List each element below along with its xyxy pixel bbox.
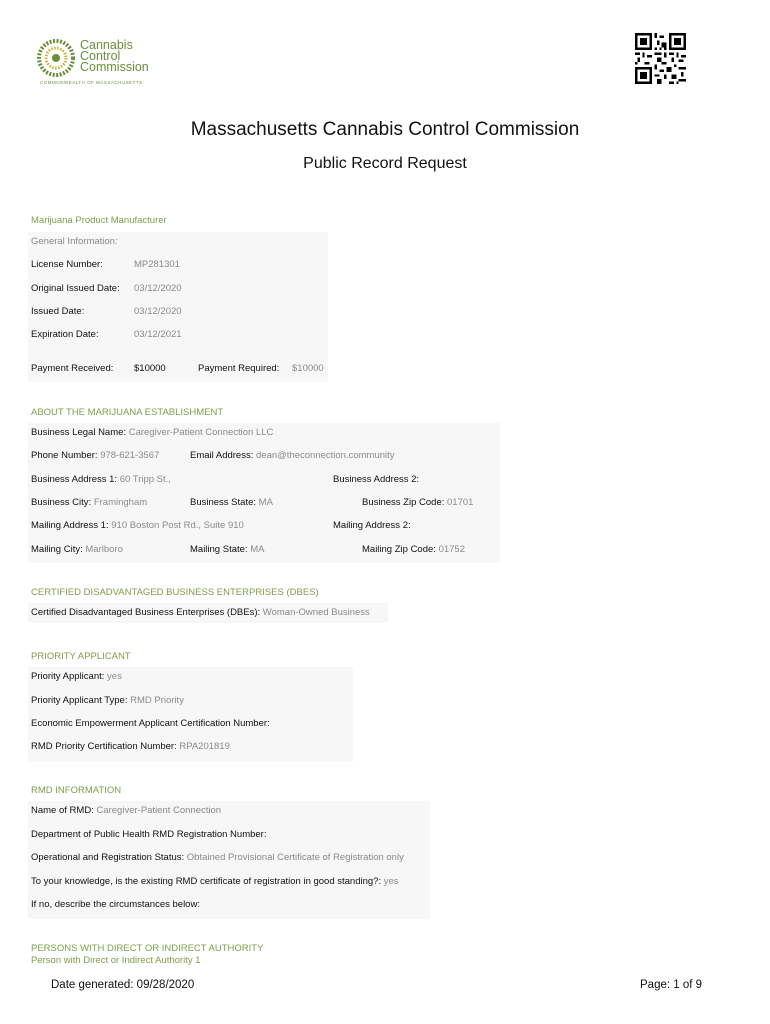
mailing-address-1-row: [31, 520, 244, 531]
mailing-zip-value: 01752: [438, 544, 465, 555]
business-legal-name-row: [31, 427, 273, 438]
mailing-zip-row: [362, 544, 465, 555]
business-address-1-row: [31, 474, 171, 485]
license-number-label: License Number:: [31, 259, 103, 270]
priority-applicant-label: Priority Applicant:: [31, 671, 105, 682]
mailing-address-2-label: Mailing Address 2:: [333, 520, 411, 531]
if-no-describe-row: [31, 899, 200, 910]
economic-empowerment-row: [31, 718, 270, 729]
rmd-name-value: Caregiver-Patient Connection: [96, 805, 222, 816]
business-city-row: [31, 497, 147, 508]
business-zip-row: [362, 497, 473, 508]
section-heading-product-manufacturer: Marijuana Product Manufacturer: [31, 215, 167, 226]
page-number: Page: 1 of 9: [640, 979, 703, 991]
registration-status-row: [31, 852, 404, 863]
payment-received-value: $10000: [134, 363, 166, 374]
section-heading-rmd-information: RMD INFORMATION: [31, 785, 122, 796]
business-zip-value: 01701: [447, 497, 474, 508]
expiration-date-value: 03/12/2021: [134, 329, 182, 340]
logo-line-1: Cannabis: [80, 38, 133, 52]
general-info-subheading: General Information:: [31, 236, 118, 247]
economic-empowerment-label: Economic Empowerment Applicant Certification Number:: [31, 718, 270, 729]
priority-applicant-type-label: Priority Applicant Type:: [31, 695, 128, 706]
business-legal-name-value: Caregiver-Patient Connection LLC: [128, 427, 274, 438]
business-address-1-label: Business Address 1:: [31, 474, 118, 485]
rmd-priority-cert-label: RMD Priority Certification Number:: [31, 741, 177, 752]
rmd-priority-cert-row: [31, 741, 230, 752]
priority-applicant-value: yes: [107, 671, 122, 682]
cannabis-control-commission-logo: [36, 38, 166, 84]
section-heading-establishment: ABOUT THE MARIJUANA ESTABLISHMENT: [31, 407, 224, 418]
dbe-row: [31, 607, 370, 618]
phone-number-label: Phone Number:: [31, 450, 98, 461]
business-state-value: MA: [258, 497, 273, 508]
email-address-label: Email Address:: [190, 450, 254, 461]
mailing-city-value: Marlboro: [85, 544, 123, 555]
mailing-address-1-label: Mailing Address 1:: [31, 520, 109, 531]
payment-required-label: Payment Required:: [198, 363, 280, 374]
payment-required-value: $10000: [292, 363, 324, 374]
mailing-address-1-value: 910 Boston Post Rd., Suite 910: [111, 520, 244, 531]
business-state-row: [190, 497, 273, 508]
phone-number-value: 978-621-3567: [100, 450, 160, 461]
dph-registration-label: Department of Public Health RMD Registration Number:: [31, 829, 267, 840]
dbe-value: Woman-Owned Business: [262, 607, 370, 618]
phone-number-row: [31, 450, 159, 461]
registration-status-label: Operational and Registration Status:: [31, 852, 185, 863]
expiration-date-label: Expiration Date:: [31, 329, 99, 340]
rmd-priority-cert-value: RPA201819: [179, 741, 230, 752]
issued-date-label: Issued Date:: [31, 306, 85, 317]
payment-received-label: Payment Received:: [31, 363, 114, 374]
mailing-city-row: [31, 544, 123, 555]
person-authority-subheading: Person with Direct or Indirect Authority 1: [31, 955, 201, 966]
logo-line-3: Commission: [80, 60, 149, 74]
good-standing-label: To your knowledge, is the existing RMD certificate of registration in good standing?:: [31, 876, 382, 887]
logo-tagline: COMMONWEALTH OF MASSACHUSETTS: [40, 80, 143, 85]
logo-text: [80, 40, 149, 73]
rmd-name-label: Name of RMD:: [31, 805, 94, 816]
email-address-row: [190, 450, 395, 461]
section-heading-priority-applicant: PRIORITY APPLICANT: [31, 651, 131, 662]
good-standing-row: [31, 876, 399, 887]
section-heading-dbes: CERTIFIED DISADVANTAGED BUSINESS ENTERPRISES (DBES): [31, 587, 319, 598]
logo-line-2: Control: [80, 49, 121, 63]
email-address-value: dean@theconnection.community: [256, 450, 395, 461]
business-zip-label: Business Zip Code:: [362, 497, 445, 508]
dbe-label: Certified Disadvantaged Business Enterprises (DBEs):: [31, 607, 261, 618]
mailing-state-row: [190, 544, 264, 555]
license-number-value: MP281301: [134, 259, 180, 270]
section-heading-persons-authority: PERSONS WITH DIRECT OR INDIRECT AUTHORITY: [31, 943, 264, 954]
mailing-city-label: Mailing City:: [31, 544, 83, 555]
business-address-2-label: Business Address 2:: [333, 474, 420, 485]
registration-status-value: Obtained Provisional Certificate of Registration only: [186, 852, 404, 863]
mailing-zip-label: Mailing Zip Code:: [362, 544, 436, 555]
good-standing-value: yes: [383, 876, 399, 887]
qr-code-icon: [635, 33, 686, 84]
mailing-state-label: Mailing State:: [190, 544, 248, 555]
business-legal-name-label: Business Legal Name:: [31, 427, 127, 438]
business-city-label: Business City:: [31, 497, 92, 508]
original-issued-date-label: Original Issued Date:: [31, 283, 120, 294]
business-address-2-row: [333, 474, 419, 485]
priority-applicant-row: [31, 671, 122, 682]
issued-date-value: 03/12/2020: [134, 306, 182, 317]
establishment-panel: [28, 423, 500, 563]
logo-mark-icon: [36, 38, 76, 78]
if-no-describe-label: If no, describe the circumstances below:: [31, 899, 200, 910]
priority-applicant-type-value: RMD Priority: [130, 695, 184, 706]
original-issued-date-value: 03/12/2020: [134, 283, 182, 294]
rmd-name-row: [31, 805, 221, 816]
mailing-address-2-row: [333, 520, 411, 531]
date-generated: Date generated: 09/28/2020: [51, 979, 195, 991]
business-city-value: Framingham: [93, 497, 148, 508]
business-state-label: Business State:: [190, 497, 257, 508]
dph-registration-row: [31, 829, 266, 840]
page-subtitle: Public Record Request: [303, 155, 467, 172]
priority-applicant-type-row: [31, 695, 184, 706]
page-title: Massachusetts Cannabis Control Commission: [190, 119, 580, 140]
mailing-state-value: MA: [250, 544, 265, 555]
business-address-1-value: 60 Tripp St.,: [119, 474, 171, 485]
